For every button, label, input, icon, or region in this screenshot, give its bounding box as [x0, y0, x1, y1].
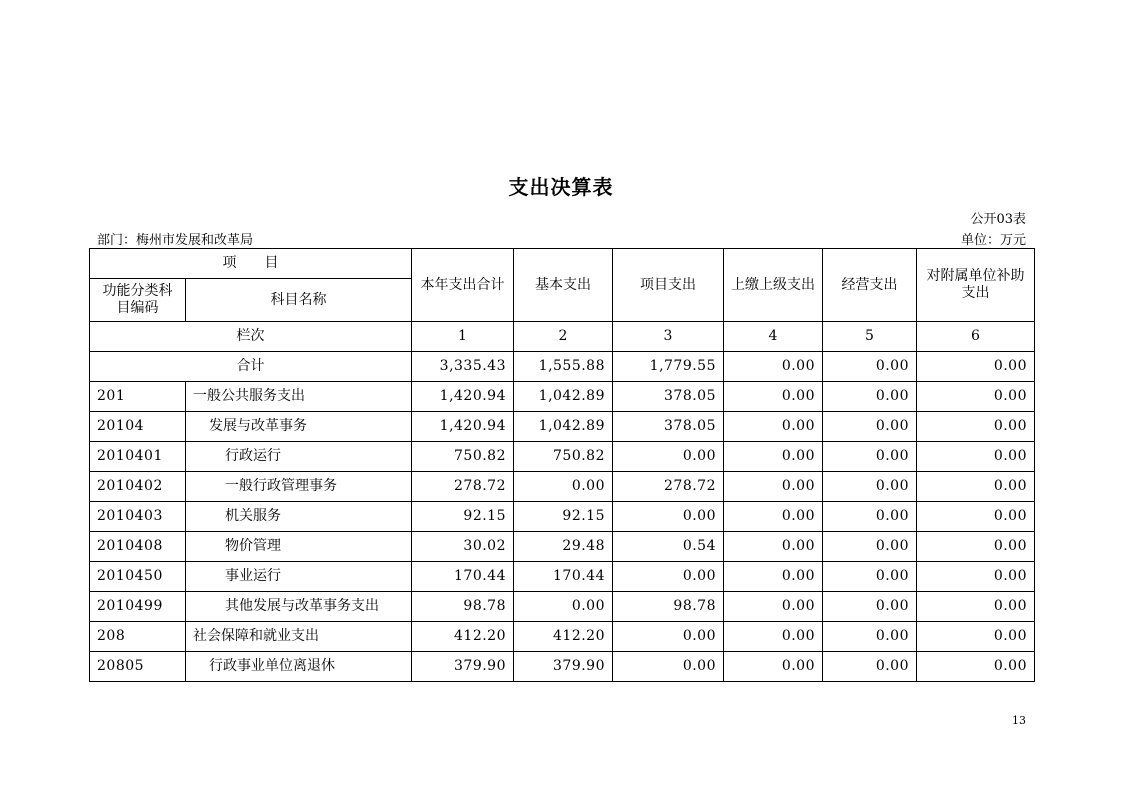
value-cell: 0.00 [917, 412, 1035, 442]
table-row [90, 592, 1035, 622]
func-code-cell: 2010403 [90, 502, 186, 532]
total-value: 0.00 [823, 352, 917, 382]
value-cell: 0.00 [724, 382, 823, 412]
value-cell: 0.00 [823, 412, 917, 442]
value-cell: 750.82 [412, 442, 514, 472]
table-row [90, 502, 1035, 532]
header-basic-expenditure: 基本支出 [514, 249, 613, 322]
header-total-expenditure: 本年支出合计 [412, 249, 514, 322]
value-cell: 0.00 [613, 502, 724, 532]
header-subject-name: 科目名称 [186, 279, 412, 322]
value-cell: 170.44 [412, 562, 514, 592]
func-code-cell: 201 [90, 382, 186, 412]
seq-6: 6 [917, 322, 1035, 352]
value-cell: 750.82 [514, 442, 613, 472]
value-cell: 0.00 [917, 532, 1035, 562]
seq-5: 5 [823, 322, 917, 352]
value-cell: 170.44 [514, 562, 613, 592]
value-cell: 0.00 [917, 562, 1035, 592]
value-cell: 378.05 [613, 382, 724, 412]
value-cell: 1,042.89 [514, 382, 613, 412]
value-cell: 1,420.94 [412, 412, 514, 442]
seq-3: 3 [613, 322, 724, 352]
value-cell: 0.00 [917, 442, 1035, 472]
table-row [90, 622, 1035, 652]
table-row [90, 472, 1035, 502]
value-cell: 0.00 [613, 442, 724, 472]
value-cell: 0.00 [514, 472, 613, 502]
department-label: 部门：梅州市发展和改革局 [97, 233, 254, 248]
value-cell: 30.02 [412, 532, 514, 562]
value-cell: 98.78 [412, 592, 514, 622]
value-cell: 1,420.94 [412, 382, 514, 412]
total-value: 0.00 [917, 352, 1035, 382]
value-cell: 0.00 [823, 502, 917, 532]
value-cell: 0.00 [724, 652, 823, 682]
total-value: 1,779.55 [613, 352, 724, 382]
header-upper-level-payment: 上缴上级支出 [724, 249, 823, 322]
form-number: 公开03表 [970, 212, 1026, 227]
value-cell: 92.15 [412, 502, 514, 532]
value-cell: 0.00 [917, 502, 1035, 532]
table-row [90, 562, 1035, 592]
value-cell: 0.00 [917, 592, 1035, 622]
subject-name-cell: 物价管理 [186, 532, 412, 562]
table-row [90, 412, 1035, 442]
subject-name-cell: 其他发展与改革事务支出 [186, 592, 412, 622]
value-cell: 0.00 [724, 562, 823, 592]
value-cell: 0.00 [724, 592, 823, 622]
value-cell: 0.00 [724, 532, 823, 562]
value-cell: 0.00 [917, 472, 1035, 502]
subject-name-cell: 发展与改革事务 [186, 412, 412, 442]
value-cell: 0.00 [823, 562, 917, 592]
page-title: 支出决算表 [508, 175, 614, 199]
header-row-1 [90, 249, 1035, 279]
header-item: 项 目 [90, 249, 412, 279]
table-row [90, 652, 1035, 682]
total-value: 1,555.88 [514, 352, 613, 382]
func-code-cell: 2010401 [90, 442, 186, 472]
total-value: 0.00 [724, 352, 823, 382]
subject-name-cell: 行政事业单位离退休 [186, 652, 412, 682]
table-row [90, 382, 1035, 412]
value-cell: 378.05 [613, 412, 724, 442]
value-cell: 0.00 [724, 412, 823, 442]
expenditure-table [89, 248, 1035, 682]
value-cell: 0.00 [613, 562, 724, 592]
func-code-cell: 2010408 [90, 532, 186, 562]
func-code-cell: 208 [90, 622, 186, 652]
total-value: 3,335.43 [412, 352, 514, 382]
func-code-cell: 2010499 [90, 592, 186, 622]
value-cell: 0.00 [724, 442, 823, 472]
value-cell: 0.00 [823, 622, 917, 652]
value-cell: 1,042.89 [514, 412, 613, 442]
value-cell: 0.00 [823, 652, 917, 682]
value-cell: 0.00 [823, 592, 917, 622]
table-row [90, 532, 1035, 562]
func-code-cell: 2010450 [90, 562, 186, 592]
value-cell: 0.00 [724, 622, 823, 652]
unit-label: 单位：万元 [960, 233, 1026, 248]
value-cell: 98.78 [613, 592, 724, 622]
value-cell: 379.90 [412, 652, 514, 682]
value-cell: 412.20 [514, 622, 613, 652]
header-func-code: 功能分类科目编码 [90, 279, 186, 322]
seq-1: 1 [412, 322, 514, 352]
header-subsidiary-subsidy: 对附属单位补助支出 [917, 249, 1035, 322]
value-cell: 0.00 [823, 442, 917, 472]
value-cell: 0.00 [917, 622, 1035, 652]
value-cell: 29.48 [514, 532, 613, 562]
value-cell: 278.72 [613, 472, 724, 502]
seq-label: 栏次 [90, 322, 412, 352]
subject-name-cell: 社会保障和就业支出 [186, 622, 412, 652]
func-code-cell: 20805 [90, 652, 186, 682]
func-code-cell: 2010402 [90, 472, 186, 502]
value-cell: 0.00 [917, 382, 1035, 412]
func-code-cell: 20104 [90, 412, 186, 442]
total-row [90, 352, 1035, 382]
total-label: 合计 [90, 352, 412, 382]
seq-4: 4 [724, 322, 823, 352]
header-operating-expenditure: 经营支出 [823, 249, 917, 322]
value-cell: 0.00 [724, 472, 823, 502]
value-cell: 0.00 [823, 472, 917, 502]
value-cell: 0.00 [514, 592, 613, 622]
subject-name-cell: 事业运行 [186, 562, 412, 592]
subject-name-cell: 一般行政管理事务 [186, 472, 412, 502]
value-cell: 278.72 [412, 472, 514, 502]
header-project-expenditure: 项目支出 [613, 249, 724, 322]
seq-row [90, 322, 1035, 352]
value-cell: 0.00 [917, 652, 1035, 682]
subject-name-cell: 机关服务 [186, 502, 412, 532]
value-cell: 0.54 [613, 532, 724, 562]
value-cell: 0.00 [613, 622, 724, 652]
value-cell: 412.20 [412, 622, 514, 652]
value-cell: 0.00 [724, 502, 823, 532]
value-cell: 0.00 [823, 382, 917, 412]
value-cell: 379.90 [514, 652, 613, 682]
subject-name-cell: 行政运行 [186, 442, 412, 472]
value-cell: 0.00 [613, 652, 724, 682]
value-cell: 92.15 [514, 502, 613, 532]
seq-2: 2 [514, 322, 613, 352]
table-row [90, 442, 1035, 472]
subject-name-cell: 一般公共服务支出 [186, 382, 412, 412]
page-number: 13 [1012, 714, 1026, 727]
value-cell: 0.00 [823, 532, 917, 562]
